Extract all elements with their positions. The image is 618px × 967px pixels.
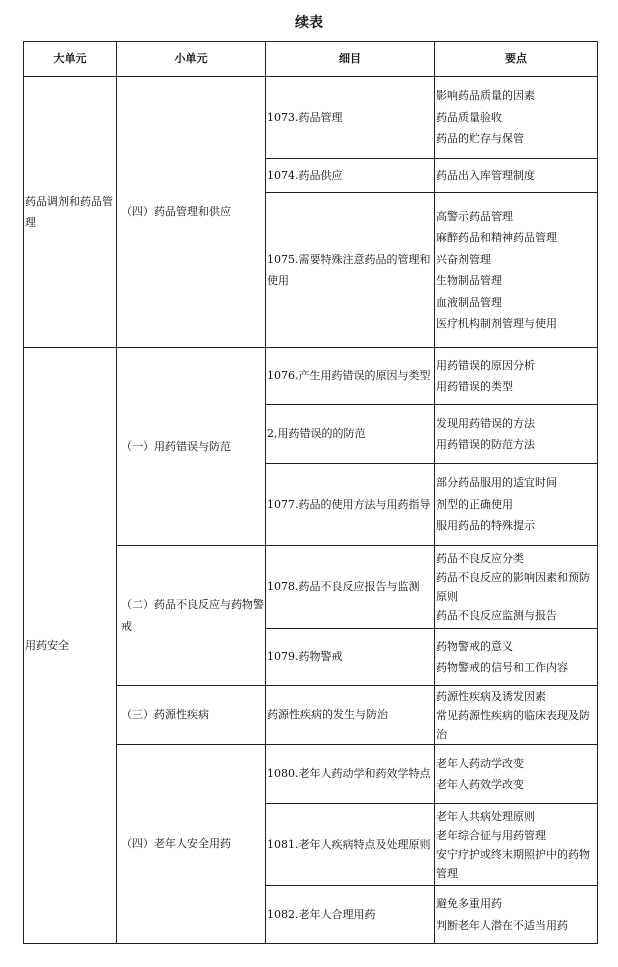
point-item: 剂型的正确使用	[436, 497, 513, 511]
point-item: 兴奋剂管理	[436, 252, 491, 266]
point-item: 药品不良反应监测与报告	[436, 609, 557, 622]
minor-unit-cell: （四）药品管理和供应	[117, 77, 266, 348]
points-cell	[435, 159, 598, 193]
detail-cell: 2,用药错误的的防范	[266, 405, 435, 464]
point-item: 老年人共病处理原则	[436, 809, 535, 823]
points-cell	[435, 629, 598, 686]
page-title: 续表	[295, 15, 323, 31]
table-row	[24, 348, 598, 405]
header-major: 大单元	[24, 42, 117, 77]
table-row	[24, 77, 598, 159]
minor-unit-cell: （四）老年人安全用药	[117, 745, 266, 944]
syllabus-table	[23, 41, 598, 944]
points-cell	[435, 77, 598, 159]
points-cell	[435, 886, 598, 944]
header-points: 要点	[435, 42, 598, 77]
point-item: 老年综合征与用药管理	[436, 828, 546, 842]
point-item: 生物制品管理	[436, 274, 502, 287]
point-item: 安宁疗护或终末期照护中的药物管理	[436, 847, 590, 880]
point-item: 医疗机构制剂管理与使用	[436, 317, 557, 330]
detail-cell: 1079.药物警戒	[266, 629, 435, 686]
point-item: 药品出入库管理制度	[436, 168, 535, 182]
table-header-row	[24, 42, 598, 77]
minor-unit-cell: （二）药品不良反应与药物警戒	[117, 546, 266, 686]
detail-cell: 1074.药品供应	[266, 159, 435, 193]
detail-cell: 1076.产生用药错误的原因与类型	[266, 348, 435, 405]
detail-cell: 1075.需要特殊注意药品的管理和使用	[266, 193, 435, 348]
point-item: 药品的贮存与保管	[436, 132, 524, 146]
detail-cell: 1082.老年人合理用药	[266, 886, 435, 944]
point-item: 高警示药品管理	[436, 209, 513, 223]
minor-unit-cell: （三）药源性疾病	[117, 686, 266, 745]
points-cell	[435, 804, 598, 886]
point-item: 药品不良反应分类	[436, 552, 524, 565]
detail-cell: 1077.药品的使用方法与用药指导	[266, 464, 435, 546]
point-item: 常见药源性疾病的临床表现及防治	[436, 708, 590, 741]
point-item: 血液制品管理	[436, 295, 502, 309]
point-item: 服用药品的特殊提示	[436, 519, 535, 533]
point-item: 发现用药错误的方法	[436, 416, 535, 430]
major-unit-cell: 用药安全	[24, 348, 117, 944]
point-item: 药物警戒的意义	[436, 639, 513, 653]
detail-cell: 1080.老年人药动学和药效学特点	[266, 745, 435, 804]
point-item: 用药错误的类型	[436, 380, 513, 393]
point-item: 避免多重用药	[436, 897, 502, 910]
detail-cell: 1073.药品管理	[266, 77, 435, 159]
header-minor: 小单元	[117, 42, 266, 77]
point-item: 用药错误的原因分析	[436, 358, 535, 372]
detail-cell: 1078.药品不良反应报告与监测	[266, 546, 435, 629]
point-item: 药品不良反应的影响因素和预防原则	[436, 571, 590, 603]
points-cell	[435, 348, 598, 405]
major-unit-cell: 药品调剂和药品管理	[24, 77, 117, 348]
point-item: 影响药品质量的因素	[436, 89, 535, 103]
point-item: 用药错误的防范方法	[436, 438, 535, 451]
minor-unit-cell: （一）用药错误与防范	[117, 348, 266, 546]
point-item: 药物警戒的信号和工作内容	[436, 661, 568, 674]
point-item: 判断老年人潜在不适当用药	[436, 918, 568, 932]
point-item: 麻醉药品和精神药品管理	[436, 231, 557, 244]
detail-cell: 药源性疾病的发生与防治	[266, 686, 435, 745]
points-cell	[435, 546, 598, 629]
header-detail: 细目	[266, 42, 435, 77]
point-item: 药品质量验收	[436, 110, 502, 124]
point-item: 老年人药动学改变	[436, 756, 524, 770]
points-cell	[435, 405, 598, 464]
point-item: 部分药品服用的适宜时间	[436, 476, 557, 490]
points-cell	[435, 745, 598, 804]
point-item: 老年人药效学改变	[436, 778, 524, 791]
detail-cell: 1081.老年人疾病特点及处理原则	[266, 804, 435, 886]
points-cell	[435, 464, 598, 546]
point-item: 药源性疾病及诱发因素	[436, 689, 546, 703]
points-cell	[435, 193, 598, 348]
points-cell	[435, 686, 598, 745]
